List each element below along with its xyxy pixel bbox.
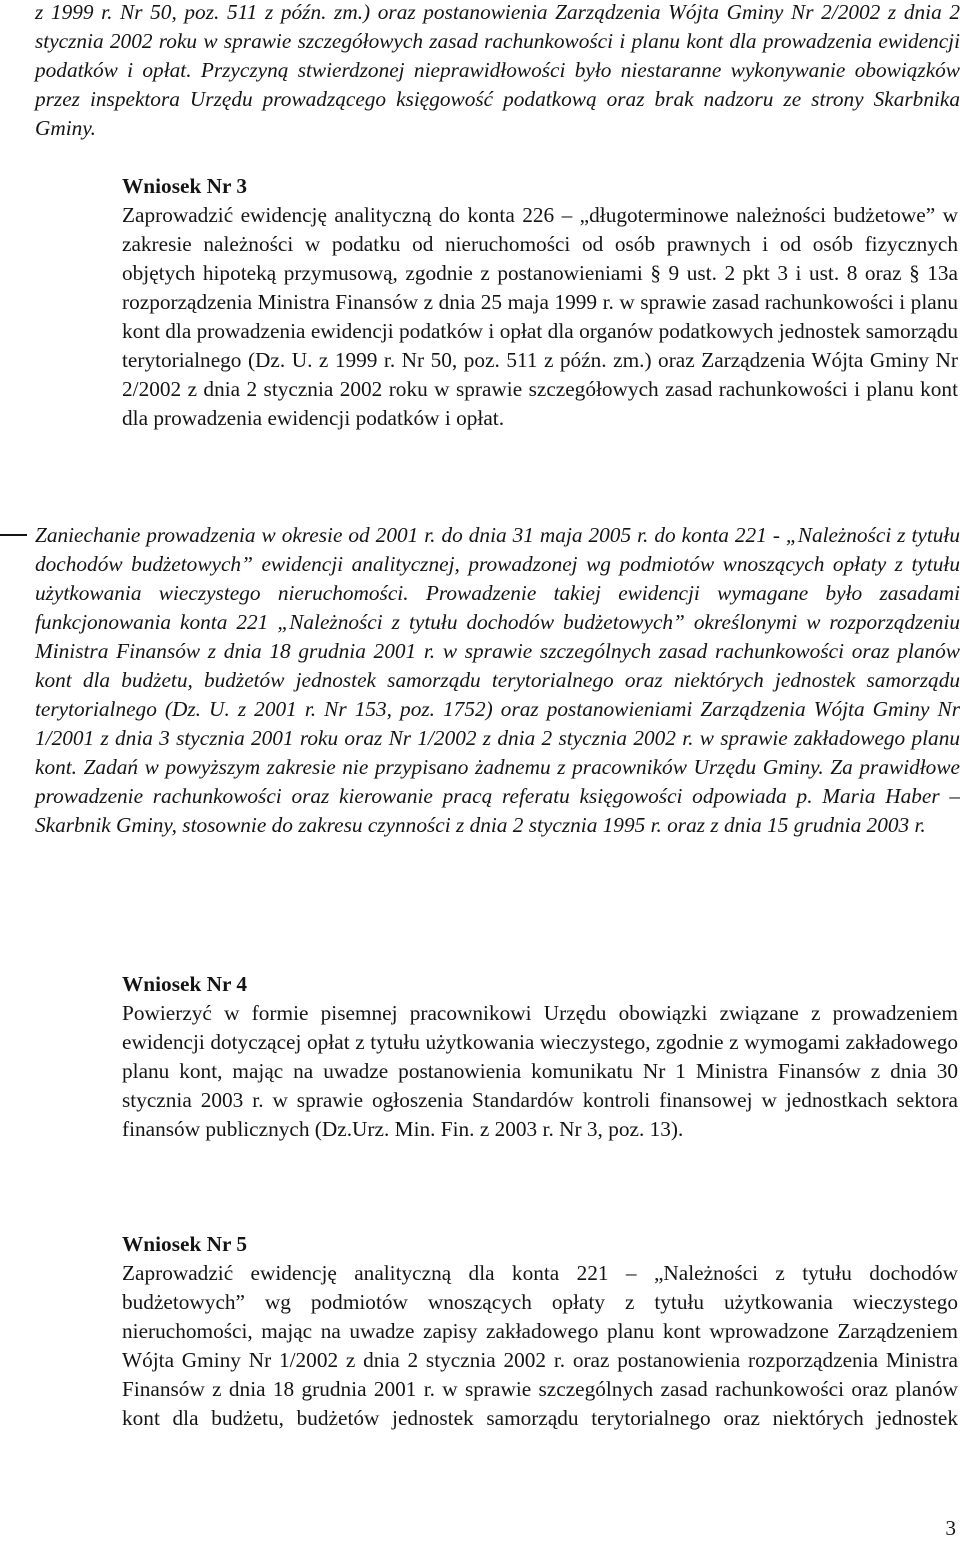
wniosek-4-text: Powierzyć w formie pisemnej pracownikowi Urzędu obowiązki związane z prowadzeniem ewidencji dotyczącej opłat z tytułu użytkowania wieczystego, zgodnie z wymogami zakładowego planu kont, mając na uwadze postanowienia komunikatu Nr 1 Ministra Finansów z dnia 30 stycznia 2003 r. w sprawie ogłoszenia Standardów kontroli finansowej w jednostkach sektora finansów publicznych (Dz.Urz. Min. Fin. z 2003 r. Nr 3, poz. 13). xyxy=(122,1001,958,1141)
intro-paragraph: z 1999 r. Nr 50, poz. 511 z późn. zm.) oraz postanowienia Zarządzenia Wójta Gminy Nr 2/2002 z dnia 2 stycznia 2002 roku w sprawie szczegółowych zasad rachunkowości i planu kont dla prowadzenia ewidencji podatków i opłat. Przyczyną stwierdzonej nieprawidłowości było niestaranne wykonywanie obowiązków przez inspektora Urzędu prowadzącego księgowość podatkową oraz brak nadzoru ze strony Skarbnika Gminy. xyxy=(35,0,960,140)
wniosek-3-heading: Wniosek Nr 3 xyxy=(122,174,248,198)
page-number: 3 xyxy=(945,1516,956,1540)
wniosek-3-text: Zaprowadzić ewidencję analityczną do konta 226 – „długoterminowe należności budżetowe” w zakresie należności w podatku od nieruchomości od osób prawnych i od osób fizycznych objętych hipoteką przymusową, zgodnie z postanowieniami § 9 ust. 2 pkt 3 i ust. 8 oraz § 13a rozporządzenia Ministra Finansów z dnia 25 maja 1999 r. w sprawie zasad rachunkowości i planu kont dla prowadzenia ewidencji podatków i opłat dla organów podatkowych jednostek samorządu terytorialnego (Dz. U. z 1999 r. Nr 50, poz. 511 z późn. zm.) oraz Zarządzenia Wójta Gminy Nr 2/2002 z dnia 2 stycznia 2002 roku w sprawie szczegółowych zasad rachunkowości i planu kont dla prowadzenia ewidencji podatków i opłat. xyxy=(122,203,958,430)
list-dash-icon xyxy=(0,520,26,521)
finding-paragraph: Zaniechanie prowadzenia w okresie od 2001 r. do dnia 31 maja 2005 r. do konta 221 - „Należności z tytułu dochodów budżetowych” ewidencji analitycznej, prowadzonej wg podmiotów wnoszących opłaty z tytułu użytkowania wieczystego nieruchomości. Prowadzenie takiej ewidencji wymagane było zasadami funkcjonowania konta 221 „Należności z tytułu dochodów budżetowych” określonymi w rozporządzeniu Ministra Finansów z dnia 18 grudnia 2001 r. w sprawie szczególnych zasad rachunkowości oraz planów kont dla budżetu, budżetów jednostek samorządu terytorialnego oraz niektórych jednostek samorządu terytorialnego (Dz. U. z 2001 r. Nr 153, poz. 1752) oraz postanowieniami Zarządzenia Wójta Gminy Nr 1/2001 z dnia 3 stycznia 2001 roku oraz Nr 1/2002 z dnia 2 stycznia 2002 r. w sprawie zakładowego planu kont. Zadań w powyższym zakresie nie przypisano żadnemu z pracowników Urzędu Gminy. Za prawidłowe prowadzenie rachunkowości oraz kierowanie pracą referatu księgowości odpowiada p. Maria Haber – Skarbnik Gminy, stosownie do zakresu czynności z dnia 2 stycznia 1995 r. oraz z dnia 15 grudnia 2003 r. xyxy=(35,523,960,837)
wniosek-5-heading: Wniosek Nr 5 xyxy=(122,1232,248,1256)
wniosek-5-text: Zaprowadzić ewidencję analityczną dla konta 221 – „Należności z tytułu dochodów budżetowych” wg podmiotów wnoszących opłaty z tytułu użytkowania wieczystego nieruchomości, mając na uwadze zapisy zakładowego planu kont wprowadzone Zarządzeniem Wójta Gminy Nr 1/2002 z dnia 2 stycznia 2002 r. oraz postanowienia rozporządzenia Ministra Finansów z dnia 18 grudnia 2001 r. w sprawie szczególnych zasad rachunkowości oraz planów kont dla budżetu, budżetów jednostek samorządu terytorialnego oraz niektórych jednostek xyxy=(122,1261,958,1430)
wniosek-4-heading: Wniosek Nr 4 xyxy=(122,972,248,996)
